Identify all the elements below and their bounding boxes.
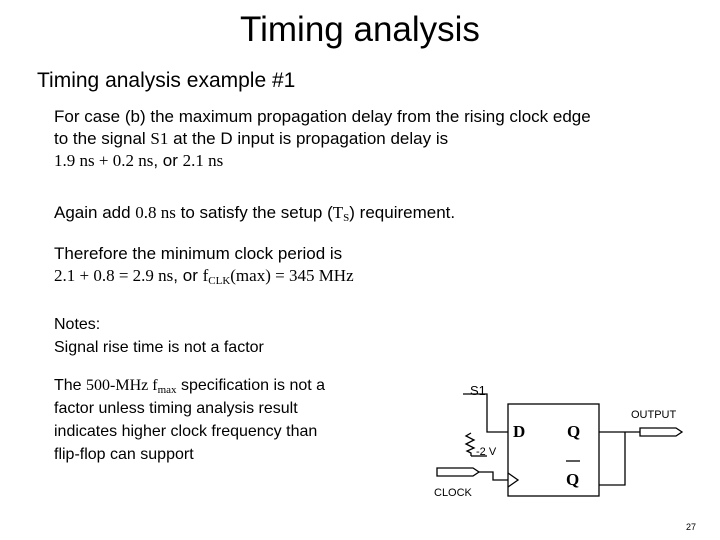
s1-wire (463, 394, 508, 432)
resistor-symbol (466, 433, 474, 456)
clock-wire (479, 472, 508, 480)
clock-label: CLOCK (434, 487, 472, 499)
slide-title: Timing analysis (240, 10, 480, 49)
s1-label: S1 (470, 383, 486, 398)
flip-flop-box (508, 404, 599, 496)
output-label: OUTPUT (631, 409, 677, 421)
clock-edge-triangle (508, 473, 518, 487)
text-line: Signal rise time is not a factor (54, 339, 264, 356)
text-line: 1.9 ns + 0.2 ns, or 2.1 ns (54, 151, 224, 170)
text-line: Therefore the minimum clock period is (54, 244, 343, 263)
text-line: flip-flop can support (54, 446, 194, 463)
text-line: factor unless timing analysis result (54, 400, 298, 417)
text-line: to the signal S1 at the D input is propagation delay is (54, 129, 449, 148)
notes-heading: Notes: (54, 316, 101, 333)
slide-subtitle: Timing analysis example #1 (37, 69, 296, 92)
d-label: D (513, 422, 526, 441)
feedback-wire (599, 432, 625, 485)
paragraph-setup-time: Again add 0.8 ns to satisfy the setup $(T_S)$ requirement. (54, 203, 456, 224)
output-terminal (640, 428, 682, 436)
text-line: 2.1 + 0.8 = 2.9 ns, or $f_{CLK}(\max) = 345$ MHz (54, 266, 354, 287)
q-label: Q (567, 422, 581, 441)
voltage-label: -2 V (476, 446, 497, 458)
clock-terminal (437, 468, 479, 476)
text-line: The 500-MHz $f_{max}$ specification is not a (54, 377, 326, 396)
text-line: For case (b) the maximum propagation delay from the rising clock edge (54, 107, 591, 126)
text-line: indicates higher clock frequency than (54, 423, 318, 440)
page-number: 27 (686, 522, 697, 532)
qbar-label: Q (566, 470, 580, 489)
